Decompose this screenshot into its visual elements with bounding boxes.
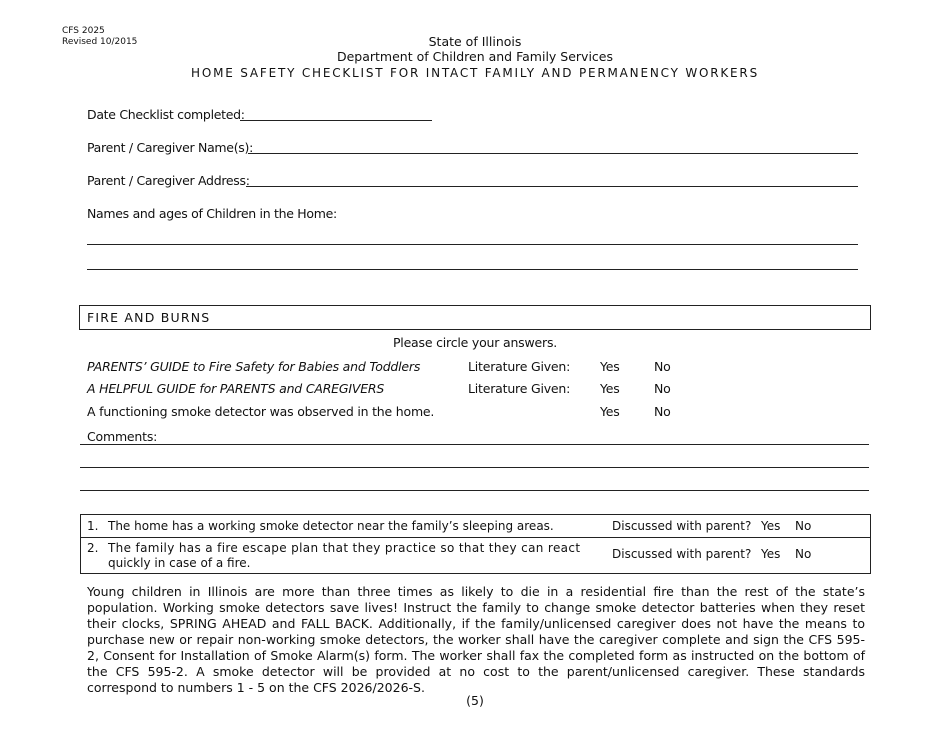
state-heading: State of Illinois: [428, 34, 522, 49]
row-1-no[interactable]: No: [795, 519, 812, 533]
row-1-number: 1.: [87, 519, 99, 533]
item-1-no[interactable]: No: [654, 359, 671, 374]
department-heading: Department of Children and Family Services: [336, 49, 613, 64]
item-1-yes[interactable]: Yes: [600, 359, 620, 374]
children-names-line-1[interactable]: [87, 244, 858, 245]
row-2-no[interactable]: No: [795, 547, 812, 561]
item-1-text: PARENTS’ GUIDE to Fire Safety for Babies and Toddlers: [87, 359, 421, 374]
circle-instruction: Please circle your answers.: [392, 335, 558, 350]
row-2-text-line-1: The family has a fire escape plan that they practice so that they can react: [108, 541, 581, 555]
fire-safety-paragraph: Young children in Illinois are more than three times as likely to die in a residential fire than the rest of the state’s population. Working smoke detectors save lives! Instruct the family to change smoke detector batteries when they reset their clocks, SPRING AHEAD and FALL BACK. Additionally, if the family/unlicensed caregiver does not have the means to purchase new or repair non-working smoke detectors, the worker shall have the caregiver complete and sign the CFS 595-2, Consent for Installation of Smoke Alarm(s) form. The worker shall fax the completed form as instructed on the bottom of the CFS 595-2. A smoke detector will be provided at no cost to the parent/unlicensed caregiver. These standards correspond to numbers 1 - 5 on the CFS 2026/2026-S.: [87, 584, 865, 695]
comments-label: Comments:: [87, 429, 158, 444]
row-2-label: Discussed with parent?: [612, 547, 752, 561]
item-3-text: A functioning smoke detector was observed in the home.: [87, 404, 435, 419]
item-3-yes[interactable]: Yes: [600, 404, 620, 419]
form-number: CFS 2025: [62, 26, 105, 36]
table-row: [81, 515, 870, 538]
row-2-number: 2.: [87, 541, 99, 555]
caregiver-name-label: Parent / Caregiver Name(s):: [87, 140, 253, 155]
section-title: FIRE AND BURNS: [87, 310, 211, 325]
caregiver-address-field[interactable]: [246, 186, 858, 187]
item-2-yes[interactable]: Yes: [600, 381, 620, 396]
comments-line-1[interactable]: [80, 444, 869, 445]
page-number: (5): [466, 693, 484, 708]
children-names-label: Names and ages of Children in the Home:: [87, 206, 337, 221]
item-2-text: A HELPFUL GUIDE for PARENTS and CAREGIVERS: [87, 381, 385, 396]
row-1-label: Discussed with parent?: [612, 519, 752, 533]
caregiver-name-field[interactable]: [248, 153, 858, 154]
comments-line-3[interactable]: [80, 490, 869, 491]
table-row: [81, 538, 870, 573]
revised-date: Revised 10/2015: [62, 37, 138, 47]
children-names-line-2[interactable]: [87, 269, 858, 270]
item-1-label: Literature Given:: [468, 359, 571, 374]
item-2-no[interactable]: No: [654, 381, 671, 396]
caregiver-address-label: Parent / Caregiver Address:: [87, 173, 250, 188]
row-1-text: The home has a working smoke detector near the family’s sleeping areas.: [108, 519, 554, 533]
row-2-yes[interactable]: Yes: [761, 547, 781, 561]
date-completed-label: Date Checklist completed:: [87, 107, 245, 122]
section-header-box: [79, 305, 871, 330]
item-3-no[interactable]: No: [654, 404, 671, 419]
form-title: HOME SAFETY CHECKLIST FOR INTACT FAMILY AND PERMANENCY WORKERS: [191, 66, 759, 80]
discussion-table: [80, 514, 871, 574]
item-2-label: Literature Given:: [468, 381, 571, 396]
row-2-text-line-2: quickly in case of a fire.: [108, 556, 251, 570]
date-completed-field[interactable]: [240, 120, 432, 121]
comments-line-2[interactable]: [80, 467, 869, 468]
row-1-yes[interactable]: Yes: [761, 519, 781, 533]
